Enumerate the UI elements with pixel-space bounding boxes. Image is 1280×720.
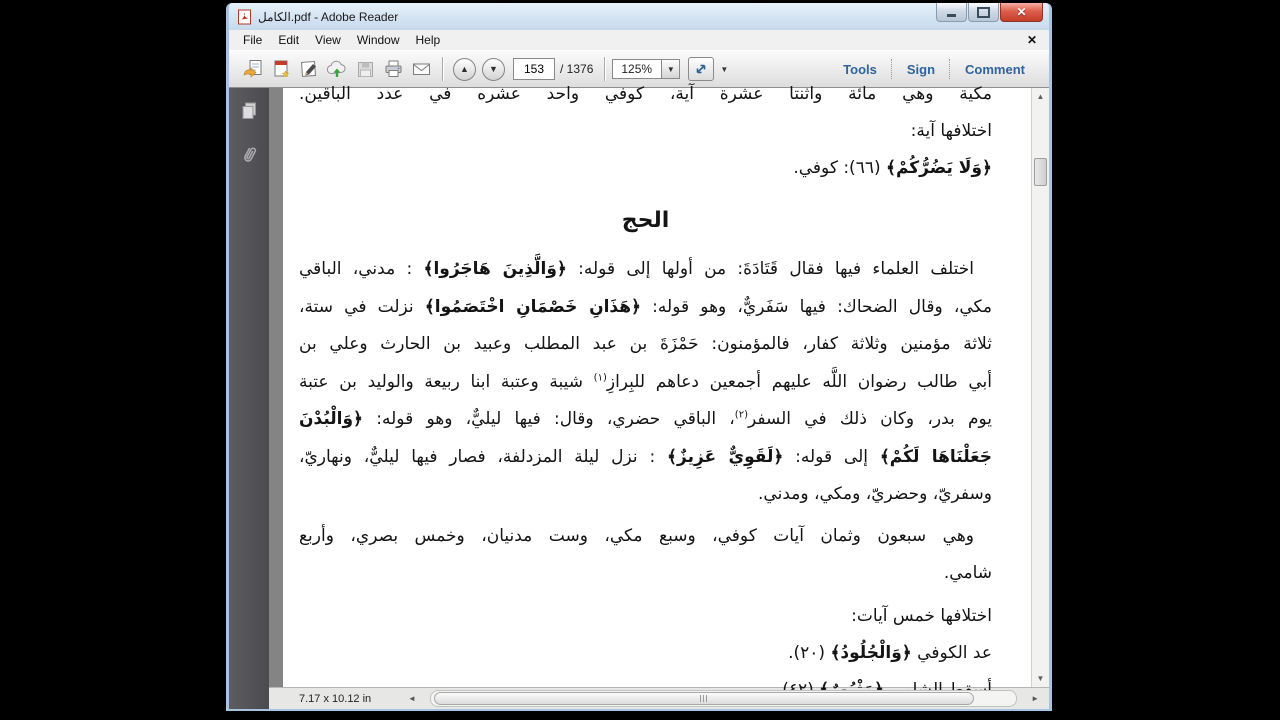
adobe-reader-window — [226, 3, 1052, 711]
doc-text: اختلف العلماء فيها فقال قَتَادَةَ: من أولها إلى قوله: — [566, 259, 974, 279]
vertical-scrollbar[interactable] — [1031, 88, 1049, 687]
doc-text: : نزل ليلة المزدلفة، فصار فيها ليليٌّ، ونهاريّ، — [299, 446, 668, 467]
create-pdf-button[interactable] — [267, 56, 295, 82]
doc-text: اختلافها آية: — [910, 121, 992, 141]
window-title: الكامل.pdf - Adobe Reader — [258, 9, 399, 24]
horizontal-scrollbar[interactable] — [430, 690, 1017, 707]
quran-quote: ﴿لَقَوِيٌّ عَزِيزٌ﴾ — [667, 446, 784, 467]
doc-text: وهي سبعون وثمان آيات كوفي، وسبع مكي، وست مدنيان، وخمس بصري، وأربع — [299, 525, 974, 546]
quran-quote: ﴿هَذَانِ خَصْمَانِ اخْتَصَمُوا﴾ — [424, 296, 641, 317]
quran-quote: جَعَلْنَاهَا لَكُمْ﴾ — [879, 446, 992, 467]
document-column — [269, 84, 1049, 709]
close-button[interactable] — [1000, 3, 1043, 22]
doc-text: ، الباقي حضري، وقال: فيها ليليٌّ، وهو قوله: — [363, 409, 735, 429]
doc-text: شامي. — [943, 562, 992, 583]
doc-line — [299, 476, 992, 514]
footnote-marker: (١) — [593, 371, 607, 383]
doc-text: (٢٠). — [788, 642, 831, 663]
open-file-button[interactable] — [239, 56, 267, 82]
tools-button[interactable]: Tools — [843, 61, 877, 77]
doc-text: وسفريّ، وحضريّ، ومكي، ومدني. — [758, 484, 992, 504]
paragraph — [299, 518, 992, 592]
scroll-up-icon[interactable]: ▲ — [1036, 92, 1045, 101]
zoom-level-value[interactable]: 125% — [621, 62, 653, 76]
page-thumbnails-icon — [240, 101, 258, 121]
doc-line — [299, 518, 992, 555]
scroll-left-icon[interactable]: ◄ — [408, 694, 416, 703]
vertical-scrollbar-thumb[interactable] — [1034, 158, 1047, 186]
doc-line — [299, 401, 992, 439]
menu-edit[interactable]: Edit — [278, 33, 300, 47]
doc-text: اختلافها خمس آيات: — [851, 605, 992, 626]
doc-text: شيبة وعتبة ابنا ربيعة والوليد بن عتبة — [299, 371, 594, 392]
page-text — [299, 76, 992, 709]
doc-line — [299, 76, 992, 113]
minimize-button[interactable] — [936, 3, 967, 22]
pdf-page — [283, 84, 1032, 687]
adobe-pdf-icon — [237, 9, 252, 25]
footnote-marker: (٢) — [734, 409, 748, 421]
down-arrow-icon: ▼ — [489, 64, 498, 74]
quran-quote: ﴿وَلَا يَضُرُّكُمْ﴾ — [886, 158, 992, 178]
doc-line — [299, 113, 992, 150]
close-document-icon[interactable]: ✕ — [1026, 33, 1037, 47]
doc-line — [299, 326, 992, 364]
menu-help[interactable]: Help — [415, 33, 441, 47]
create-pdf-icon — [271, 59, 291, 79]
doc-text: مكي، وقال الضحاك: فيها سَفَريٌّ، وهو قوله: — [641, 296, 992, 317]
open-file-icon — [242, 59, 264, 79]
surah-heading: الحج — [621, 208, 670, 233]
comment-button[interactable]: Comment — [965, 61, 1025, 77]
doc-line — [299, 439, 992, 477]
menu-view[interactable]: View — [315, 33, 341, 47]
scroll-down-icon[interactable]: ▼ — [1036, 674, 1045, 683]
main-area — [229, 84, 1049, 709]
sign-button[interactable]: Sign — [906, 61, 936, 77]
chevron-down-icon: ▼ — [720, 64, 729, 74]
doc-text: يوم بدر، وكان ذلك في السفر — [747, 409, 993, 429]
doc-line — [299, 635, 992, 672]
doc-text: مكية وهي مائة واثنتا عشرة آية، كوفي واحد عشره في عدد الباقين. — [299, 84, 992, 104]
doc-text: عد الكوفي — [911, 642, 992, 663]
doc-line — [299, 364, 992, 402]
doc-text: أبي طالب رضوان اللَّه عليهم أجمعين دعاهم للبِرازِ — [606, 371, 993, 392]
scroll-right-icon[interactable]: ► — [1031, 694, 1039, 703]
horizontal-scrollbar-thumb[interactable] — [434, 692, 974, 705]
maximize-icon — [977, 7, 990, 18]
maximize-button[interactable] — [968, 3, 999, 22]
document-canvas — [269, 84, 1049, 687]
doc-text: (٦٦): كوفي. — [793, 158, 886, 178]
quran-quote: ﴿وَالْجُلُودُ﴾ — [830, 642, 912, 663]
chevron-down-icon: ▼ — [666, 64, 675, 74]
scrollbar-grip-icon — [700, 695, 709, 702]
resize-arrows-icon — [694, 62, 708, 76]
quran-quote: ﴿وَالْبُدْنَ — [299, 409, 364, 429]
menu-window[interactable]: Window — [356, 33, 400, 47]
page-size-label: 7.17 x 10.12 in — [299, 692, 372, 705]
attachments-button[interactable] — [235, 142, 263, 168]
doc-line — [299, 150, 992, 187]
quran-quote: ﴿وَالَّذِينَ هَاجَرُوا﴾ — [423, 259, 567, 279]
minimize-icon — [947, 14, 956, 17]
doc-line — [299, 251, 992, 289]
window-controls — [935, 3, 1043, 22]
close-icon: ✕ — [1016, 5, 1027, 19]
paragraph — [299, 251, 992, 514]
menu-file[interactable]: File — [243, 33, 263, 47]
doc-text: إلى قوله: — [783, 446, 880, 467]
up-arrow-icon: ▲ — [460, 64, 469, 74]
doc-line — [299, 555, 992, 592]
doc-line — [299, 598, 992, 635]
menu-bar — [229, 30, 1049, 50]
doc-text: : مدني، الباقي — [299, 259, 424, 279]
page-thumbnails-button[interactable] — [235, 98, 263, 124]
doc-text: نزلت في ستة، — [299, 296, 425, 317]
page-count-label: / 1376 — [560, 62, 594, 76]
toolbar-more-button[interactable] — [720, 65, 728, 74]
paperclip-icon — [236, 141, 262, 169]
doc-line — [299, 289, 992, 327]
doc-text: ثلاثة مؤمنين وثلاثة كفار، فالمؤمنون: حَمْزَةَ بن عبد المطلب وعبيد بن الحارث وعلي بن — [299, 334, 992, 354]
title-bar[interactable] — [229, 3, 1049, 30]
navigation-sidebar — [229, 88, 269, 709]
